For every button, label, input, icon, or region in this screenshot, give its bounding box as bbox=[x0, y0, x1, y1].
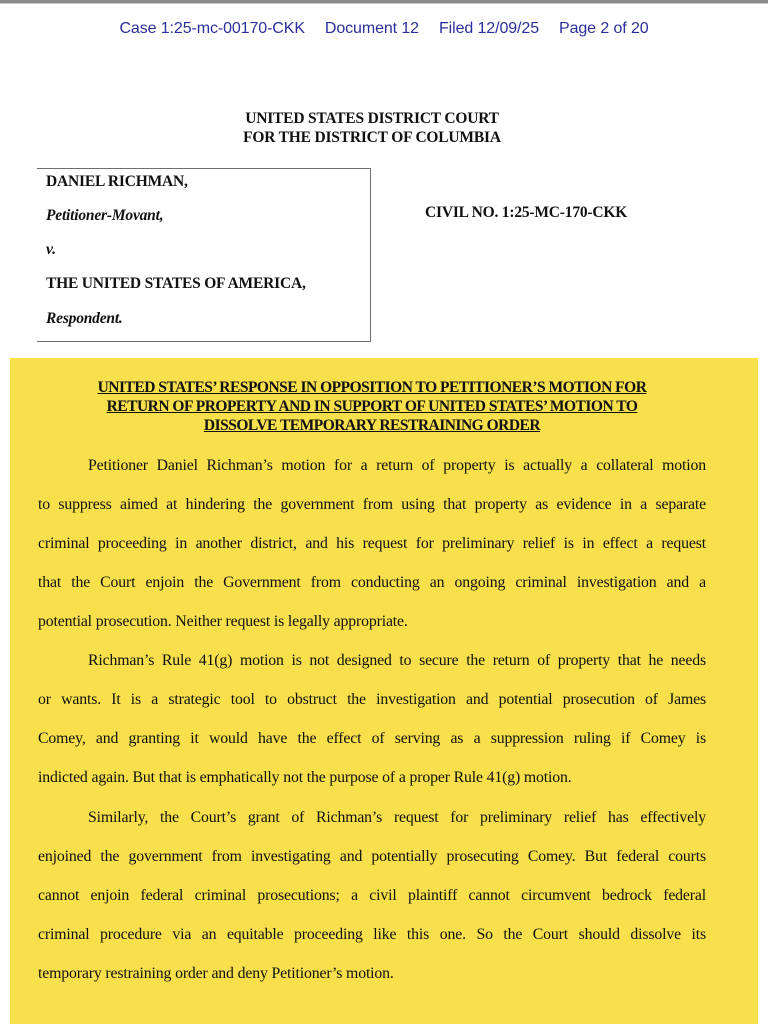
case-caption-box bbox=[37, 168, 371, 342]
paragraph-3-line-1: Similarly, the Court’s grant of Richman’s request for preliminary relief has effectively bbox=[88, 809, 706, 826]
paragraph-1-line-1: Petitioner Daniel Richman’s motion for a return of property is actually a collateral motion bbox=[88, 457, 706, 474]
paragraph-3-line-5: temporary restraining order and deny Petitioner’s motion. bbox=[38, 965, 394, 982]
paragraph-1-line-3: criminal proceeding in another district, and his request for preliminary relief is in effect a request bbox=[38, 535, 706, 552]
court-title-line-2: FOR THE DISTRICT OF COLUMBIA bbox=[243, 129, 501, 146]
respondent-role: Respondent. bbox=[46, 310, 123, 327]
paragraph-3-line-3: cannot enjoin federal criminal prosecutions; a civil plaintiff cannot circumvent bedrock federal bbox=[38, 887, 706, 904]
ecf-header bbox=[0, 20, 768, 38]
court-title-line-1: UNITED STATES DISTRICT COURT bbox=[245, 110, 499, 127]
court-title bbox=[0, 109, 744, 147]
civil-number: CIVIL NO. 1:25-MC-170-CKK bbox=[425, 204, 628, 221]
paragraph-2-line-2: or wants. It is a strategic tool to obstruct the investigation and potential prosecution of James bbox=[38, 691, 706, 708]
viewer-top-bar bbox=[0, 0, 768, 4]
paragraph-1-line-4: that the Court enjoin the Government from conducting an ongoing criminal investigation and a bbox=[38, 574, 706, 591]
document-title-line-1: UNITED STATES’ RESPONSE IN OPPOSITION TO PETITIONER’S MOTION FOR bbox=[97, 379, 647, 396]
document-title-line-3: DISSOLVE TEMPORARY RESTRAINING ORDER bbox=[203, 417, 541, 434]
respondent-name: THE UNITED STATES OF AMERICA, bbox=[46, 275, 306, 292]
petitioner-role: Petitioner-Movant, bbox=[46, 207, 164, 224]
page-indicator: Page 2 of 20 bbox=[559, 20, 649, 37]
document-number: Document 12 bbox=[324, 20, 419, 37]
document-title bbox=[10, 378, 734, 435]
paragraph-2-line-1: Richman’s Rule 41(g) motion is not designed to secure the return of property that he needs bbox=[88, 652, 706, 669]
case-number: Case 1:25-mc-00170-CKK bbox=[119, 20, 305, 37]
filed-date: Filed 12/09/25 bbox=[438, 20, 539, 37]
versus: v. bbox=[46, 241, 56, 258]
petitioner-name: DANIEL RICHMAN, bbox=[46, 173, 188, 190]
paragraph-2-line-4: indicted again. But that is emphatically not the purpose of a proper Rule 41(g) motion. bbox=[38, 769, 572, 786]
paragraph-3-line-4: criminal procedure via an equitable proceeding like this one. So the Court should dissolve its bbox=[38, 926, 706, 943]
paragraph-2-line-3: Comey, and granting it would have the effect of serving as a suppression ruling if Comey is bbox=[38, 730, 706, 747]
paragraph-3-line-2: enjoined the government from investigating and potentially prosecuting Comey. But federal courts bbox=[38, 848, 706, 865]
paragraph-1-line-2: to suppress aimed at hindering the government from using that property as evidence in a separate bbox=[38, 496, 706, 513]
document-title-line-2: RETURN OF PROPERTY AND IN SUPPORT OF UNITED STATES’ MOTION TO bbox=[106, 398, 638, 415]
paragraph-1-line-5: potential prosecution. Neither request is legally appropriate. bbox=[38, 613, 408, 630]
